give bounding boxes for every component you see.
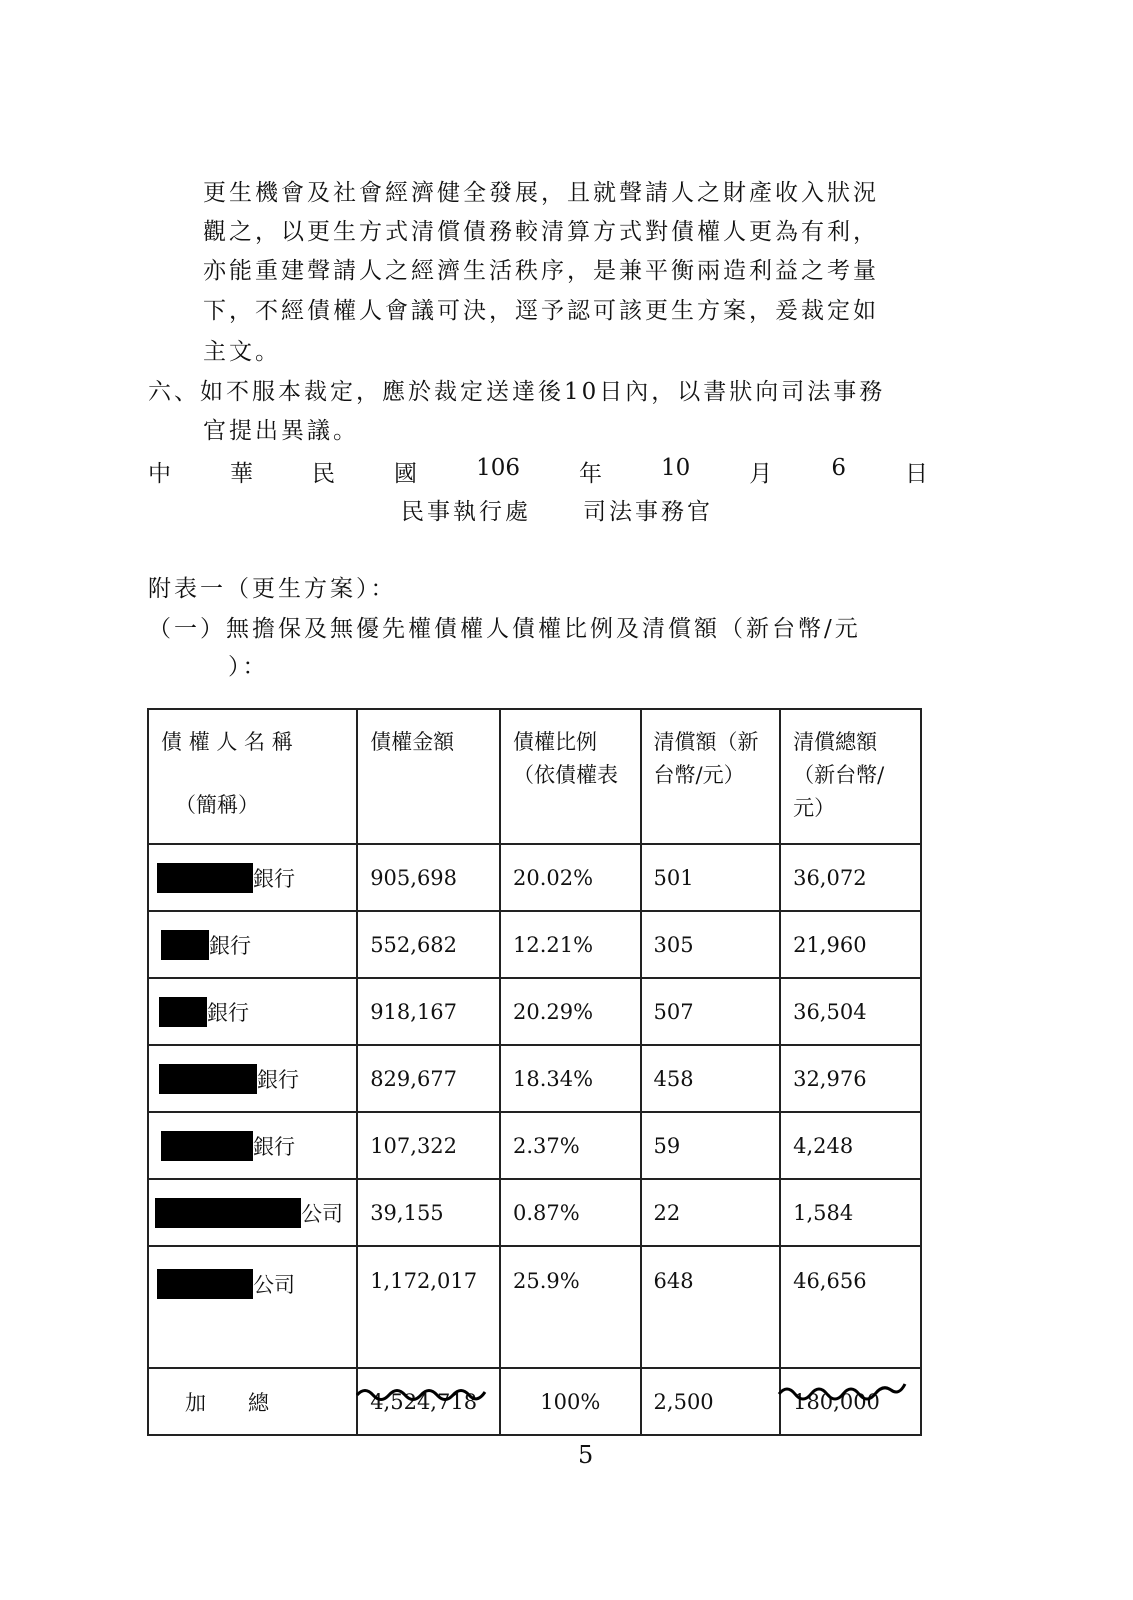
payment-cell: 59 <box>641 1112 781 1179</box>
payment-cell: 22 <box>641 1179 781 1246</box>
creditor-suffix: 銀行 <box>253 1134 295 1159</box>
creditor-suffix: 銀行 <box>209 933 251 958</box>
paragraph-line: 下，不經債權人會議可決，逕予認可該更生方案，爰裁定如 <box>203 298 879 324</box>
header-name-text: 債 權 人 名 稱 <box>161 730 293 754</box>
header-payment <box>641 709 781 844</box>
table-header-row <box>148 709 921 844</box>
creditor-name-cell <box>148 1246 357 1368</box>
appendix-title: 附表一（更生方案）： <box>148 576 397 602</box>
redaction-block <box>157 863 253 893</box>
date-char: 月 <box>749 461 773 487</box>
total-payment: 2,500 <box>641 1368 781 1435</box>
amount-cell: 39,155 <box>357 1179 500 1246</box>
amount-cell: 1,172,017 <box>357 1246 500 1368</box>
table-row <box>148 978 921 1045</box>
header-payment-line2: 台幣/元） <box>653 763 745 787</box>
payment-cell: 501 <box>641 844 781 911</box>
ratio-cell: 2.37% <box>500 1112 641 1179</box>
creditor-table <box>147 708 922 1436</box>
table-row <box>148 1112 921 1179</box>
creditor-name-cell <box>148 978 357 1045</box>
creditor-suffix: 銀行 <box>207 1000 249 1025</box>
ratio-cell: 0.87% <box>500 1179 641 1246</box>
item-six-line2: 官提出異議。 <box>203 418 359 444</box>
paragraph-line: 觀之，以更生方式清償債務較清算方式對債權人更為有利， <box>203 219 879 245</box>
amount-cell: 552,682 <box>357 911 500 978</box>
signature <box>401 493 713 526</box>
ratio-cell: 12.21% <box>500 911 641 978</box>
redaction-block <box>155 1198 301 1228</box>
ratio-cell: 25.9% <box>500 1246 641 1368</box>
date-char: 中 <box>148 461 171 487</box>
amount-cell: 918,167 <box>357 978 500 1045</box>
table-row <box>148 1179 921 1246</box>
header-amount <box>357 709 500 844</box>
date-char: 華 <box>230 461 254 487</box>
date-char: 年 <box>578 461 602 487</box>
creditor-name-cell <box>148 1112 357 1179</box>
payment-cell: 458 <box>641 1045 781 1112</box>
redaction-block <box>159 997 207 1027</box>
creditor-name-cell <box>148 911 357 978</box>
total-cell: 32,976 <box>780 1045 921 1112</box>
header-ratio-line2: （依債權表 <box>513 763 619 787</box>
item-six-line1: 六、如不服本裁定，應於裁定送達後10日內，以書狀向司法事務 <box>148 379 886 405</box>
total-cell: 1,584 <box>780 1179 921 1246</box>
ratio-cell: 20.02% <box>500 844 641 911</box>
creditor-name-cell <box>148 1179 357 1246</box>
amount-cell: 829,677 <box>357 1045 500 1112</box>
header-amount-text: 債權金額 <box>370 730 455 754</box>
date-day: 6 <box>831 455 846 481</box>
creditor-suffix: 銀行 <box>253 866 295 891</box>
header-ratio <box>500 709 641 844</box>
header-total <box>780 709 921 844</box>
section-heading-line2: ）： <box>228 654 269 680</box>
table-row <box>148 1045 921 1112</box>
amount-cell: 107,322 <box>357 1112 500 1179</box>
total-cell: 36,504 <box>780 978 921 1045</box>
total-cell: 21,960 <box>780 911 921 978</box>
paragraph-line: 亦能重建聲請人之經濟生活秩序，是兼平衡兩造利益之考量 <box>203 258 879 284</box>
paragraph-line: 主文。 <box>203 339 281 365</box>
total-label: 加 總 <box>148 1368 357 1435</box>
header-ratio-line1: 債權比例 <box>513 730 598 754</box>
table-row <box>148 844 921 911</box>
header-name <box>148 709 357 844</box>
total-cell: 46,656 <box>780 1246 921 1368</box>
page-number: 5 <box>578 1441 594 1469</box>
header-total-line1: 清償總額 <box>793 730 878 754</box>
paragraph-line: 更生機會及社會經濟健全發展，且就聲請人之財產收入狀況 <box>203 180 879 206</box>
redaction-block <box>161 1131 253 1161</box>
payment-cell: 648 <box>641 1246 781 1368</box>
table-row <box>148 1246 921 1368</box>
header-name-sub: （簡稱） <box>175 793 259 817</box>
date-char: 民 <box>312 461 336 487</box>
section-heading-line1: （一）無擔保及無優先權債權人債權比例及清償額（新台幣/元 <box>148 616 861 642</box>
creditor-name-cell <box>148 844 357 911</box>
payment-cell: 305 <box>641 911 781 978</box>
amount-cell: 905,698 <box>357 844 500 911</box>
payment-cell: 507 <box>641 978 781 1045</box>
date-char: 國 <box>394 461 418 487</box>
table-row <box>148 911 921 978</box>
date-year: 106 <box>476 455 520 481</box>
date-row <box>148 455 928 488</box>
total-amount: 4,524,718 <box>357 1368 500 1435</box>
total-cell: 4,248 <box>780 1112 921 1179</box>
header-payment-line1: 清償額（新 <box>653 730 759 754</box>
creditor-name-cell <box>148 1045 357 1112</box>
signature-title: 司法事務官 <box>583 499 713 525</box>
date-char: 日 <box>904 461 928 487</box>
total-total: 180,000 <box>780 1368 921 1435</box>
signature-office: 民事執行處 <box>401 499 531 525</box>
ratio-cell: 20.29% <box>500 978 641 1045</box>
date-month: 10 <box>661 455 691 481</box>
creditor-suffix: 公司 <box>253 1273 295 1297</box>
total-cell: 36,072 <box>780 844 921 911</box>
redaction-block <box>159 1064 257 1094</box>
ratio-cell: 18.34% <box>500 1045 641 1112</box>
creditor-suffix: 銀行 <box>257 1067 299 1092</box>
redaction-block <box>161 930 209 960</box>
table-total-row <box>148 1368 921 1435</box>
creditor-suffix: 公司 <box>301 1201 343 1226</box>
header-total-line3: 元） <box>793 796 836 820</box>
header-total-line2: （新台幣/ <box>793 763 885 787</box>
total-ratio: 100% <box>500 1368 641 1435</box>
redaction-block <box>157 1269 253 1299</box>
